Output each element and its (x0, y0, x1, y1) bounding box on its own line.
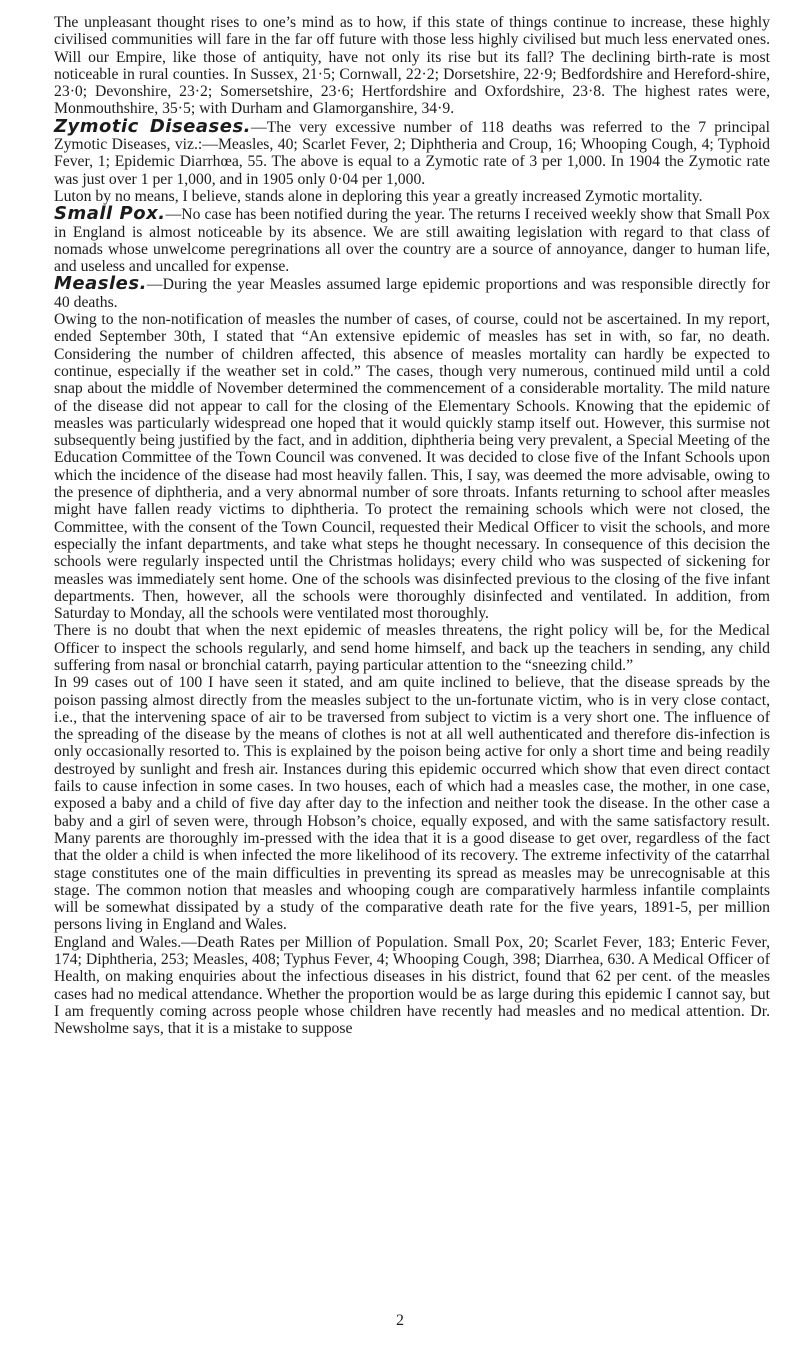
section-heading-zymotic-diseases: Zymotic Diseases. (54, 115, 252, 137)
measles-text: —During the year Measles assumed large epidemic proportions and was responsible directly for 40 deaths. (54, 276, 770, 311)
paragraph-birth-rate: The unpleasant thought rises to one’s mind as to how, if this state of things continue to increase, these highly civilised communities will fare in the far off future with those less highly civilised but much less enervated ones. Will our Empire, like those of antiquity, have not only its rise but its fall? The declining birth-rate is most noticeable in rural counties. In Sussex, 21·5; Cornwall, 22·2; Dorsetshire, 22·9; Bedfordshire and Hereford-shire, 23·0; Devonshire, 23·2; Somersetshire, 23·6; Hertfordshire and Oxfordshire, 23·8. The highest rates were, Monmouthshire, 35·5; with Durham and Glamorganshire, 34·9. (54, 14, 770, 118)
paragraph-measles (54, 275, 770, 311)
page-number: 2 (396, 1312, 404, 1329)
paragraph-small-pox (54, 205, 770, 275)
paragraph-death-rates: England and Wales.—Death Rates per Million of Population. Small Pox, 20; Scarlet Fever, 183; Enteric Fever, 174; Diphtheria, 253; Measles, 408; Typhus Fever, 4; Whooping Cough, 398; Diarrhea, 630. A Medical Officer of Health, on making enquiries about the infectious diseases in his district, found that 62 per cent. of the measles cases had no medical attendance. Whether the proportion would be as large during this epidemic I cannot say, but I am frequently coming across people whose children have recently had measles and no medical attention. Dr. Newsholme says, that it is a mistake to suppose (54, 933, 770, 1038)
paragraph-luton-zymotic: Luton by no means, I believe, stands alone in deploring this year a greatly increased Zymotic mortality. (54, 187, 703, 205)
paragraph-measles-policy: There is no doubt that when the next epidemic of measles threatens, the right policy will be, for the Medical Officer to inspect the schools regularly, and send home himself, and back up the teachers in sending, any child suffering from nasal or bronchial catarrh, paying particular attention to the “sneezing child.” (54, 622, 770, 674)
zymotic-diseases-text: —The very excessive number of 118 deaths was referred to the 7 principal Zymotic Diseases, viz.:—Measles, 40; Scarlet Fever, 2; Diphtheria and Croup, 16; Whooping Cough, 4; Typhoid Fever, 1; Epidemic Diarrhœa, 55. The above is equal to a Zymotic rate of 3 per 1,000. In 1904 the Zymotic rate was just over 1 per 1,000, and in 1905 only 0·04 per 1,000. (54, 118, 770, 188)
paragraph-measles-spread: In 99 cases out of 100 I have seen it stated, and am quite inclined to believe, that the disease spreads by the poison passing almost directly from the measles subject to the un-fortunate victim, who is in very close contact, i.e., that the intervening space of air to be traversed from subject to victim is a very short one. The influence of the spreading of the disease by the means of clothes is not at all well authenticated and therefore dis-infection is only occasionally resorted to. This is explained by the poison being active for only a short time and being readily destroyed by sunlight and fresh air. Instances during this epidemic occurred which show that even direct contact fails to cause infection in some cases. In two houses, each of which had a measles case, the mother, in one case, exposed a baby and a child of five day after day to the infection and neither took the disease. In the other case a baby and a girl of seven were, through Hobson’s choice, equally exposed, and with the same satisfactory result. Many parents are thoroughly im-pressed with the idea that it is a good disease to get over, regardless of the fact that the older a child is when infected the more likelihood of its recovery. The extreme infectivity of the catarrhal stage constitutes one of the main difficulties in preventing its spread as measles may be unrecognisable at this stage. The common notion that measles and whooping cough are comparatively harmless infantile complaints will be somewhat dissipated by a study of the comparative death rate for the five years, 1891-5, per million persons living in England and Wales. (54, 674, 770, 934)
section-heading-measles: Measles. (54, 273, 147, 295)
section-heading-small-pox: Small Pox. (54, 203, 166, 225)
paragraph-zymotic-diseases (54, 115, 770, 188)
paragraph-measles-notification: Owing to the non-notification of measles the number of cases, of course, could not be ascertained. In my report, ended September 30th, I stated that “An extensive epidemic of measles has set in with, so far, no death. Considering the number of children affected, this absence of measles mortality can hardly be expected to continue, especially if the weather set in cold.” The cases, though very numerous, continued mild until a cold snap about the middle of November determined the commencement of a considerable mortality. The mild nature of the disease did not appear to call for the closing of the Elementary Schools. Knowing that the epidemic of measles was particularly widespread one hoped that it would quickly stamp itself out. However, this surmise not subsequently being justified by the fact, and in addition, diphtheria being very prevalent, a Special Meeting of the Education Committee of the Town Council was convened. It was decided to close five of the Infant Schools upon which the incidence of the disease had most heavily fallen. This, I say, was deemed the more advisable, owing to the presence of diphtheria, and a very abnormal number of sore throats. Infants returning to school after measles might have fallen ready victims to diphtheria. To protect the remaining schools which were not closed, the Committee, with the consent of the Town Council, requested their Medical Officer to visit the schools, and more especially the infant departments, and take what steps he thought necessary. In consequence of this decision the schools were regularly inspected until the Christmas holidays; every child who was suspected of sickening for measles was immediately sent home. One of the schools was disinfected previous to the closing of the five infant departments. Then, however, all the schools were thoroughly disinfected and ventilated. In addition, from Saturday to Monday, all the schools were ventilated most thoroughly. (54, 311, 770, 623)
small-pox-text: —No case has been notified during the year. The returns I received weekly show that Small Pox in England is almost noticeable by its absence. We are still awaiting legislation with regard to that class of nomads whose unwelcome peregrinations all over the country are a source of annoyance, danger to human life, and useless and uncalled for expense. (54, 206, 771, 276)
